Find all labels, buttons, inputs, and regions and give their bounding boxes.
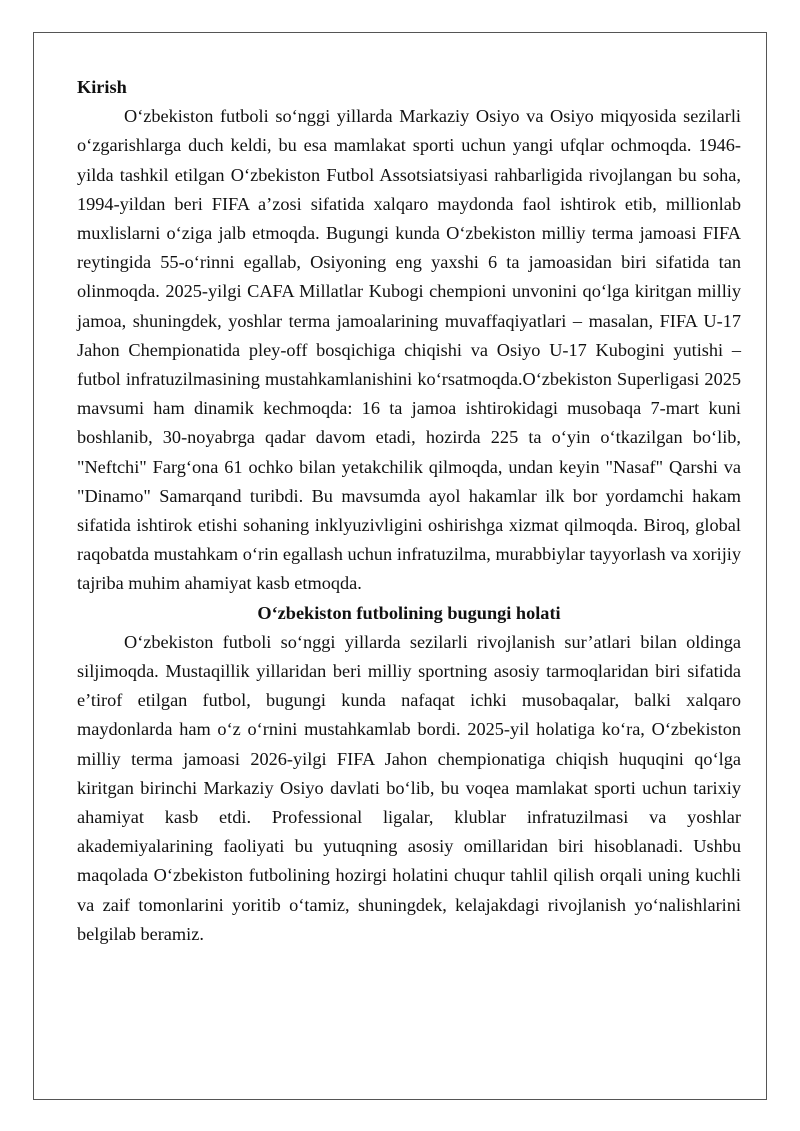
section-heading: O‘zbekiston futbolining bugungi holati — [257, 602, 561, 623]
document-body — [77, 73, 741, 949]
intro-heading: Kirish — [77, 77, 127, 97]
intro-paragraph: O‘zbekiston futboli so‘nggi yillarda Markaziy Osiyo va Osiyo miqyosida sezilarli o‘zgarishlarga duch keldi, bu esa mamlakat sporti uchun yangi ufqlar ochmoqda. 1946-yilda tashkil etilgan O‘zbekiston Futbol Assotsiatsiyasi rahbarligida rivojlangan bu soha, 1994-yildan beri FIFA a’zosi sifatida xalqaro maydonda faol ishtirok etib, millionlab muxlislarni o‘ziga jalb etmoqda. Bugungi kunda O‘zbekiston milliy terma jamoasi FIFA reytingida 55-o‘rinni egallab, Osiyoning eng yaxshi 6 ta jamoasidan biri sifatida tan olinmoqda. 2025-yilgi CAFA Millatlar Kubogi chempioni unvonini qo‘lga kiritgan milliy jamoa, shuningdek, yoshlar terma jamoalarining muvaffaqiyatlari – masalan, FIFA U-17 Jahon Chempionatida pley-off bosqichiga chiqishi va Osiyo U-17 Kubogini yutishi – futbol infratuzilmasining mustahkamlanishini ko‘rsatmoqda.O‘zbekiston Superligasi 2025 mavsumi ham dinamik kechmoqda: 16 ta jamoa ishtirokidagi musobaqa 7-mart kuni boshlanib, 30-noyabrga qadar davom etadi, hozirda 225 ta o‘yin o‘tkazilgan bo‘lib, "Neftchi" Farg‘ona 61 ochko bilan yetakchilik qilmoqda, undan keyin "Nasaf" Qarshi va "Dinamo" Samarqand turibdi. Bu mavsumda ayol hakamlar ilk bor yordamchi hakam sifatida ishtirok etishi sohaning inklyuzivligini oshirishga xizmat qilmoqda. Biroq, global raqobatda mustahkam o‘rin egallash uchun infratuzilma, murabbiylar tayyorlash va xorijiy tajriba muhim ahamiyat kasb etmoqda. — [77, 106, 741, 594]
section-paragraph: O‘zbekiston futboli so‘nggi yillarda sezilarli rivojlanish sur’atlari bilan oldinga siljimoqda. Mustaqillik yillaridan beri milliy sportning asosiy tarmoqlaridan biri sifatida e’tirof etilgan futbol, bugungi kunda nafaqat ichki musobaqalar, balki xalqaro maydonlarda ham o‘z o‘rnini mustahkamlab bordi. 2025-yil holatiga ko‘ra, O‘zbekiston milliy terma jamoasi 2026-yilgi FIFA Jahon chempionatiga chiqish huquqini qo‘lga kiritgan birinchi Markaziy Osiyo davlati bo‘lib, bu voqea mamlakat sporti uchun tarixiy ahamiyat kasb etdi. Professional ligalar, klublar infratuzilmasi va yoshlar akademiyalarining faoliyati bu yutuqning asosiy omillaridan biri hisoblanadi. Ushbu maqolada O‘zbekiston futbolining hozirgi holatini chuqur tahlil qilish orqali uning kuchli va zaif tomonlarini yoritib o‘tamiz, shuningdek, kelajakdagi rivojlanish yo‘nalishlarini belgilab beramiz. — [77, 631, 741, 944]
